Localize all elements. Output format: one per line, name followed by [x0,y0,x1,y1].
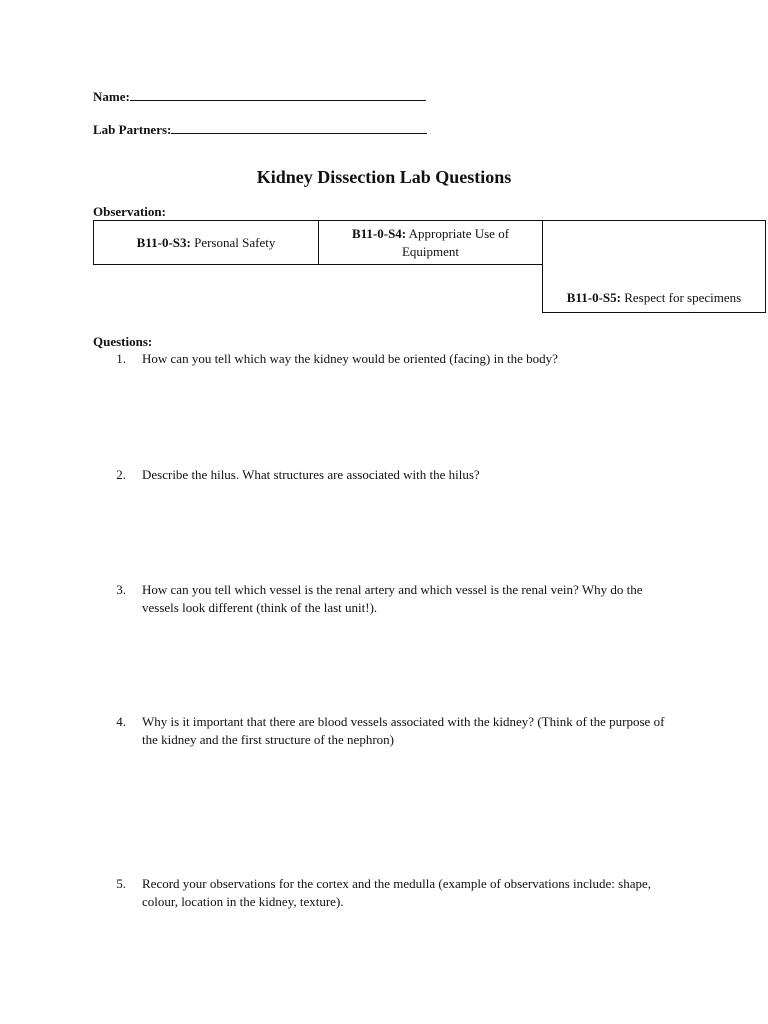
criterion-code: B11-0-S4: [351,225,407,241]
question-item [96,350,756,370]
criterion-box-specimens [542,220,766,313]
question-text: Describe the hilus. What structures are associated with the hilus? [142,467,480,482]
question-item [96,581,756,621]
question-number: 1. [116,351,126,366]
question-number: 2. [116,467,126,482]
criterion-code: B11-0-S3: [136,234,191,250]
criterion-box-equipment [318,220,543,265]
question-number: 5. [116,876,126,891]
questions-heading: Questions: [93,334,153,349]
question-text: Why is it important that there are blood vessels associated with the kidney? (Think of the purpose of the kidney and the first structure of the nephron) [142,714,665,747]
lab-partners-blank-line[interactable] [171,123,427,134]
question-item [96,713,756,753]
question-text: How can you tell which vessel is the renal artery and which vessel is the renal vein? Why do the vessels look different (think of the last unit!). [142,582,643,615]
criterion-text: Appropriate Use of Equipment [401,225,510,259]
criterion-text: Respect for specimens [624,290,742,305]
question-number: 3. [116,582,126,597]
criterion-box-personal-safety [93,220,319,265]
page-title: Kidney Dissection Lab Questions [256,167,512,187]
criterion-code: B11-0-S5: [566,290,621,305]
lab-partners-label: Lab Partners: [93,122,172,137]
name-field[interactable] [93,89,426,105]
name-label: Name: [93,89,130,104]
question-text: Record your observations for the cortex and the medulla (example of observations include: shape, colour, location in the kidney, texture). [142,876,652,909]
observation-heading: Observation: [93,204,166,219]
name-blank-line[interactable] [130,90,426,101]
lab-partners-field[interactable] [93,122,427,138]
question-item [96,466,756,486]
criterion-text: Personal Safety [194,234,276,250]
question-text: How can you tell which way the kidney would be oriented (facing) in the body? [142,351,558,366]
question-item [96,875,756,915]
question-number: 4. [116,714,126,729]
